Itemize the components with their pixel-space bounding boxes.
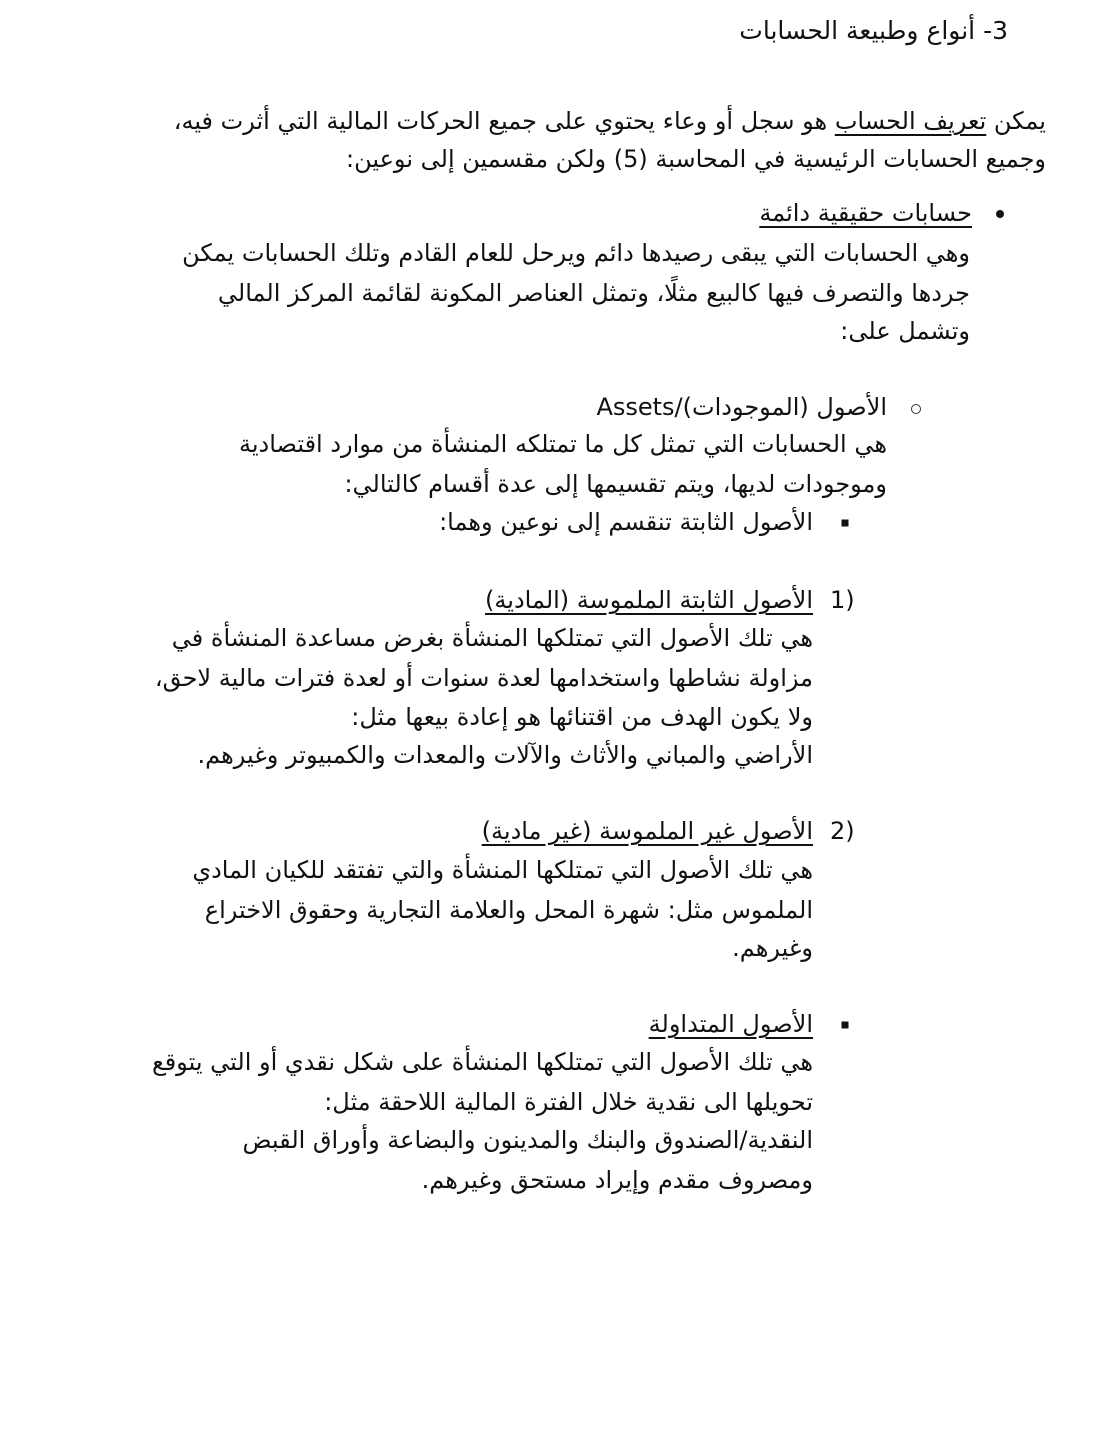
bullet-square-icon <box>842 520 849 527</box>
bullet-square-icon <box>842 1022 849 1029</box>
intro-text: يمكن <box>986 107 1046 135</box>
paragraph-line: تحويلها الى نقدية خلال الفترة المالية اللاحقة مثل: <box>324 1088 813 1116</box>
account-definition-term: تعريف الحساب <box>834 107 987 135</box>
intangible-assets-heading: الأصول غير الملموسة (غير مادية) <box>481 817 813 845</box>
permanent-accounts-heading: حسابات حقيقية دائمة <box>759 199 972 227</box>
bullet-dot-icon <box>996 210 1004 218</box>
intro-line-2: وجميع الحسابات الرئيسية في المحاسبة (5) ولكن مقسمين إلى نوعين: <box>346 145 1046 173</box>
paragraph-line: ولا يكون الهدف من اقتنائها هو إعادة بيعها مثل: <box>351 703 813 731</box>
paragraph-line: جردها والتصرف فيها كالبيع مثلًا، وتمثل العناصر المكونة لقائمة المركز المالي <box>217 279 970 307</box>
paragraph-line: وغيرهم. <box>732 934 813 962</box>
intro-text: هو سجل أو وعاء يحتوي على جميع الحركات المالية التي أثرت فيه، <box>173 107 835 135</box>
paragraph-line: وتشمل على: <box>840 317 970 345</box>
list-number: 2) <box>830 817 855 845</box>
paragraph-line: الأراضي والمباني والأثاث والآلات والمعدات والكمبيوتر وغيرهم. <box>197 741 813 769</box>
paragraph-line: هي تلك الأصول التي تمتلكها المنشأة والتي تفتقد للكيان المادي <box>192 856 813 884</box>
paragraph-line: مزاولة نشاطها واستخدامها لعدة سنوات أو لعدة فترات مالية لاحق، <box>154 664 813 692</box>
paragraph-line: هي تلك الأصول التي تمتلكها المنشأة بغرض مساعدة المنشأة في <box>171 624 813 652</box>
paragraph-line: هي الحسابات التي تمثل كل ما تمتلكه المنشأة من موارد اقتصادية <box>238 430 887 458</box>
bullet-circle-icon <box>911 404 921 414</box>
fixed-assets-intro: الأصول الثابتة تنقسم إلى نوعين وهما: <box>439 508 813 536</box>
paragraph-line: ومصروف مقدم وإيراد مستحق وغيرهم. <box>421 1166 813 1194</box>
intro-line-1 <box>174 106 1046 136</box>
paragraph-line: هي تلك الأصول التي تمتلكها المنشأة على شكل نقدي أو التي يتوقع <box>151 1048 813 1076</box>
assets-heading: الأصول (الموجودات)/Assets <box>596 393 887 421</box>
paragraph-line: وموجودات لديها، ويتم تقسيمها إلى عدة أقسام كالتالي: <box>344 470 887 498</box>
paragraph-line: الملموس مثل: شهرة المحل والعلامة التجارية وحقوق الاختراع <box>204 896 813 924</box>
tangible-assets-heading: الأصول الثابتة الملموسة (المادية) <box>485 586 813 614</box>
paragraph-line: النقدية/الصندوق والبنك والمدينون والبضاعة وأوراق القبض <box>242 1126 813 1154</box>
current-assets-heading: الأصول المتداولة <box>648 1010 813 1038</box>
list-number: 1) <box>830 586 855 614</box>
section-title: 3- أنواع وطبيعة الحسابات <box>739 16 1008 45</box>
paragraph-line: وهي الحسابات التي يبقى رصيدها دائم ويرحل للعام القادم وتلك الحسابات يمكن <box>182 239 970 267</box>
